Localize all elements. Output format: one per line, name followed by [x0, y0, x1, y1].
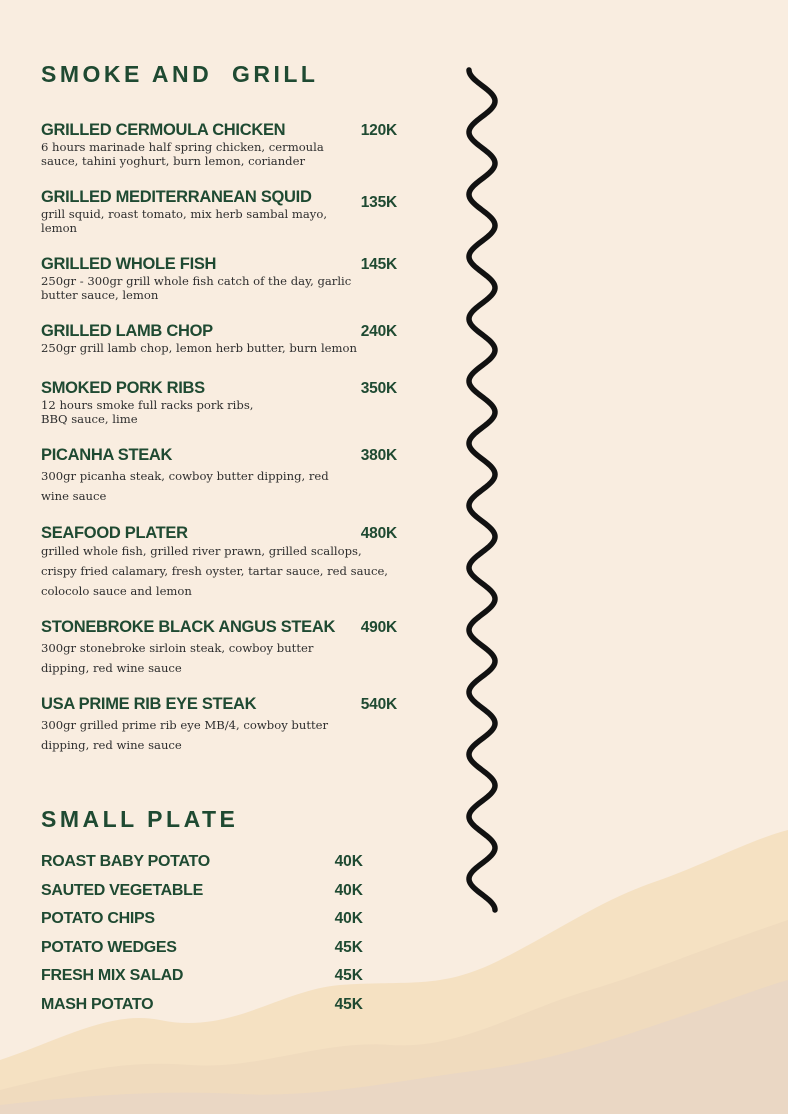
- item-description: grilled whole fish, grilled river prawn, grilled scallops, crispy fried calamary, fresh oyster, tartar sauce, red sauce, colocolo sauce and lemon: [41, 544, 388, 598]
- item-price: 350K: [360, 380, 397, 397]
- item-description: 250gr grill lamb chop, lemon herb butter, burn lemon: [41, 341, 357, 355]
- menu-item: [41, 187, 401, 235]
- item-name: GRILLED CERMOULA CHICKEN: [41, 121, 286, 139]
- menu-item: [41, 254, 401, 302]
- item-name: SMOKED PORK RIBS: [41, 379, 205, 397]
- menu-item: [41, 120, 401, 168]
- item-name: PICANHA STEAK: [41, 446, 173, 464]
- item-price: 490K: [360, 619, 397, 636]
- item-name: MASH POTATO: [41, 996, 154, 1013]
- item-name: ROAST BABY POTATO: [41, 853, 210, 870]
- item-price: 45K: [334, 996, 363, 1013]
- section-title-small-plate: SMALL PLATE: [41, 806, 239, 832]
- small-plate-item: [41, 995, 363, 1017]
- item-price: 40K: [334, 853, 363, 870]
- menu-item: [41, 617, 401, 678]
- item-price: 540K: [360, 696, 397, 713]
- item-name: STONEBROKE BLACK ANGUS STEAK: [41, 618, 336, 636]
- menu-item: [41, 321, 401, 355]
- item-price: 40K: [334, 910, 363, 927]
- item-price: 380K: [360, 447, 397, 464]
- item-name: GRILLED WHOLE FISH: [41, 255, 217, 273]
- item-description: 300gr grilled prime rib eye MB/4, cowboy butter dipping, red wine sauce: [41, 718, 329, 752]
- item-description: 12 hours smoke full racks pork ribs, BBQ sauce, lime: [41, 398, 254, 426]
- item-description: 6 hours marinade half spring chicken, cermoula sauce, tahini yoghurt, burn lemon, coriander: [41, 140, 324, 168]
- menu-item: [41, 694, 401, 755]
- small-plate-item: [41, 852, 363, 874]
- item-price: 240K: [360, 323, 397, 340]
- menu-item: [41, 445, 401, 506]
- item-name: FRESH MIX SALAD: [41, 967, 184, 984]
- item-description: 300gr picanha steak, cowboy butter dipping, red wine sauce: [41, 469, 329, 503]
- section-title-smoke-and-grill: SMOKE AND GRILL: [41, 61, 319, 87]
- small-plate-item: [41, 938, 363, 960]
- item-price: 480K: [360, 525, 397, 542]
- item-name: SEAFOOD PLATER: [41, 524, 188, 542]
- squiggle-line: [469, 70, 495, 910]
- item-name: GRILLED MEDITERRANEAN SQUID: [41, 188, 312, 206]
- item-name: USA PRIME RIB EYE STEAK: [41, 695, 257, 713]
- small-plate-item: [41, 909, 363, 931]
- item-name: POTATO WEDGES: [41, 939, 177, 956]
- small-plate-item: [41, 881, 363, 903]
- item-price: 40K: [334, 882, 363, 899]
- item-price: 120K: [360, 122, 397, 139]
- item-price: 145K: [360, 256, 397, 273]
- item-name: GRILLED LAMB CHOP: [41, 322, 213, 340]
- item-description: 300gr stonebroke sirloin steak, cowboy butter dipping, red wine sauce: [41, 641, 314, 675]
- small-plate-item: [41, 966, 363, 988]
- menu-item: [41, 378, 401, 426]
- item-description: 250gr - 300gr grill whole fish catch of the day, garlic butter sauce, lemon: [41, 274, 352, 302]
- item-description: grill squid, roast tomato, mix herb sambal mayo, lemon: [41, 207, 327, 235]
- item-price: 135K: [360, 194, 397, 211]
- item-price: 45K: [334, 967, 363, 984]
- item-name: POTATO CHIPS: [41, 910, 155, 927]
- item-name: SAUTED VEGETABLE: [41, 882, 204, 899]
- item-price: 45K: [334, 939, 363, 956]
- menu-item: [41, 523, 401, 601]
